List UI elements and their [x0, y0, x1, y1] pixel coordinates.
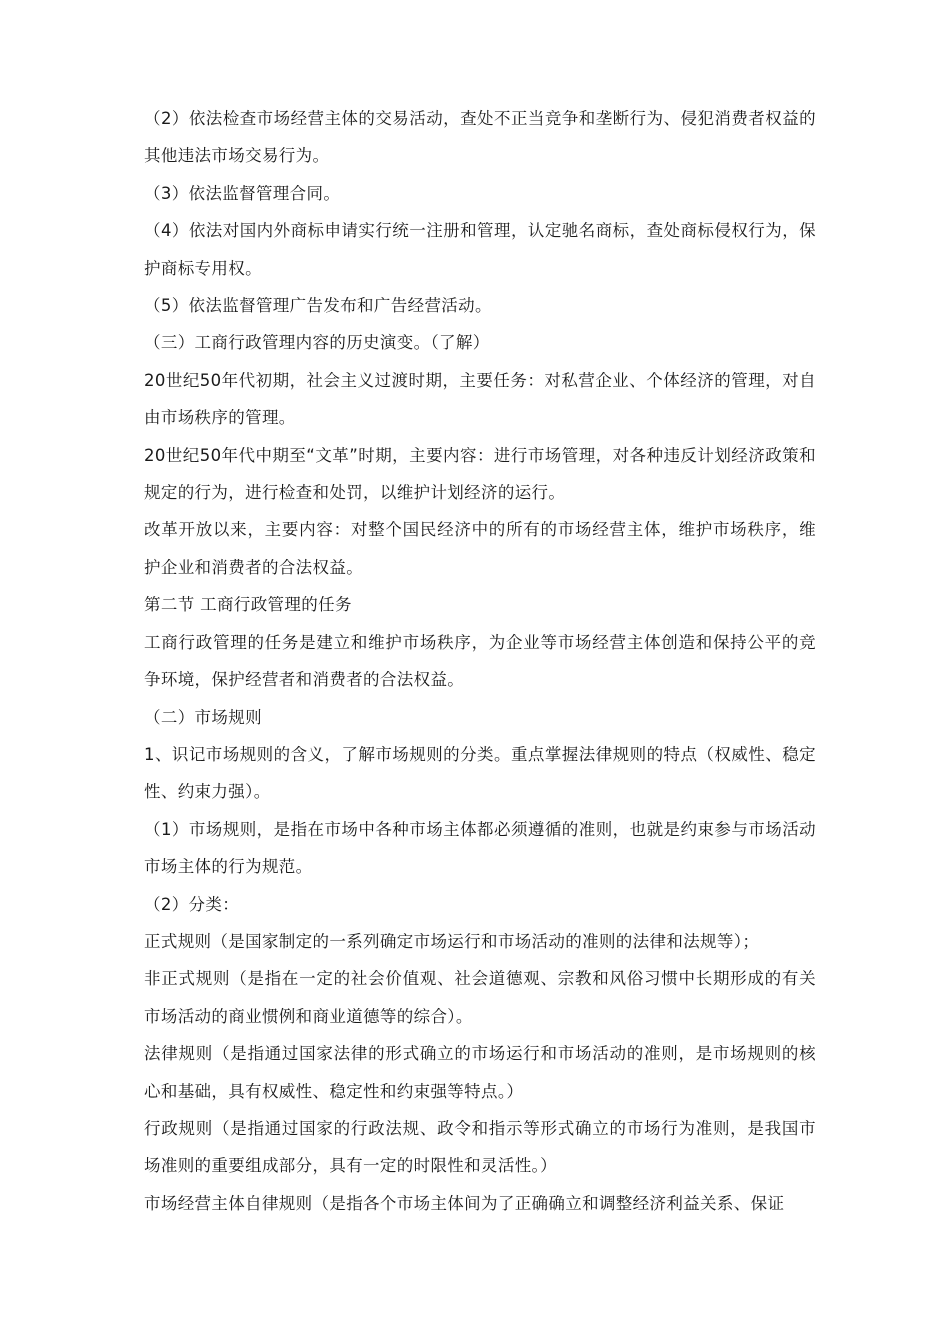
paragraph-history-early-1950s: 20世纪50年代初期，社会主义过渡时期，主要任务：对私营企业、个体经济的管理，对自由市场秩序的管理。 — [144, 370, 816, 428]
section-heading-market-rules: （二）市场规则 — [144, 707, 262, 727]
paragraph-duty-2: （2）依法检查市场经营主体的交易活动，查处不正当竞争和垄断行为、侵犯消费者权益的其他违法市场交易行为。 — [144, 109, 816, 166]
paragraph-duty-3: （3）依法监督管理合同。 — [144, 183, 341, 203]
document-body — [144, 100, 816, 1222]
paragraph-task-definition: 工商行政管理的任务是建立和维护市场秩序，为企业等市场经营主体创造和保持公平的竞争环境，保护经营者和消费者的合法权益。 — [144, 632, 816, 690]
paragraph-informal-rules: 非正式规则（是指在一定的社会价值观、社会道德观、宗教和风俗习惯中长期形成的有关市场活动的商业惯例和商业道德等的综合）。 — [144, 969, 816, 1026]
paragraph-rules-objective: 1、识记市场规则的含义，了解市场规则的分类。重点掌握法律规则的特点（权威性、稳定性、约束力强）。 — [144, 744, 816, 802]
paragraph-administrative-rules: 行政规则（是指通过国家的行政法规、政令和指示等形式确立的市场行为准则，是我国市场准则的重要组成部分，具有一定的时限性和灵活性。） — [144, 1118, 816, 1176]
chapter-heading-section-2: 第二节 工商行政管理的任务 — [144, 595, 352, 615]
paragraph-legal-rules: 法律规则（是指通过国家法律的形式确立的市场运行和市场活动的准则，是市场规则的核心和基础，具有权威性、稳定性和约束强等特点。） — [144, 1044, 816, 1101]
paragraph-rules-definition: （1）市场规则，是指在市场中各种市场主体都必须遵循的准则，也就是约束参与市场活动市场主体的行为规范。 — [144, 819, 816, 877]
paragraph-history-reform: 改革开放以来，主要内容：对整个国民经济中的所有的市场经营主体，维护市场秩序，维护企业和消费者的合法权益。 — [144, 520, 816, 577]
paragraph-rules-classification: （2）分类： — [144, 894, 240, 914]
paragraph-self-discipline-rules: 市场经营主体自律规则（是指各个市场主体间为了正确确立和调整经济利益关系、保证 — [144, 1193, 785, 1213]
section-heading-history: （三）工商行政管理内容的历史演变。（了解） — [144, 333, 490, 353]
paragraph-duty-5: （5）依法监督管理广告发布和广告经营活动。 — [144, 296, 492, 316]
paragraph-formal-rules: 正式规则（是国家制定的一系列确定市场运行和市场活动的准则的法律和法规等）； — [144, 931, 760, 951]
paragraph-duty-4: （4）依法对国内外商标申请实行统一注册和管理，认定驰名商标，查处商标侵权行为，保护商标专用权。 — [144, 221, 816, 278]
paragraph-history-mid-1950s: 20世纪50年代中期至“文革”时期，主要内容：进行市场管理，对各种违反计划经济政策和规定的行为，进行检查和处罚，以维护计划经济的运行。 — [144, 445, 816, 503]
